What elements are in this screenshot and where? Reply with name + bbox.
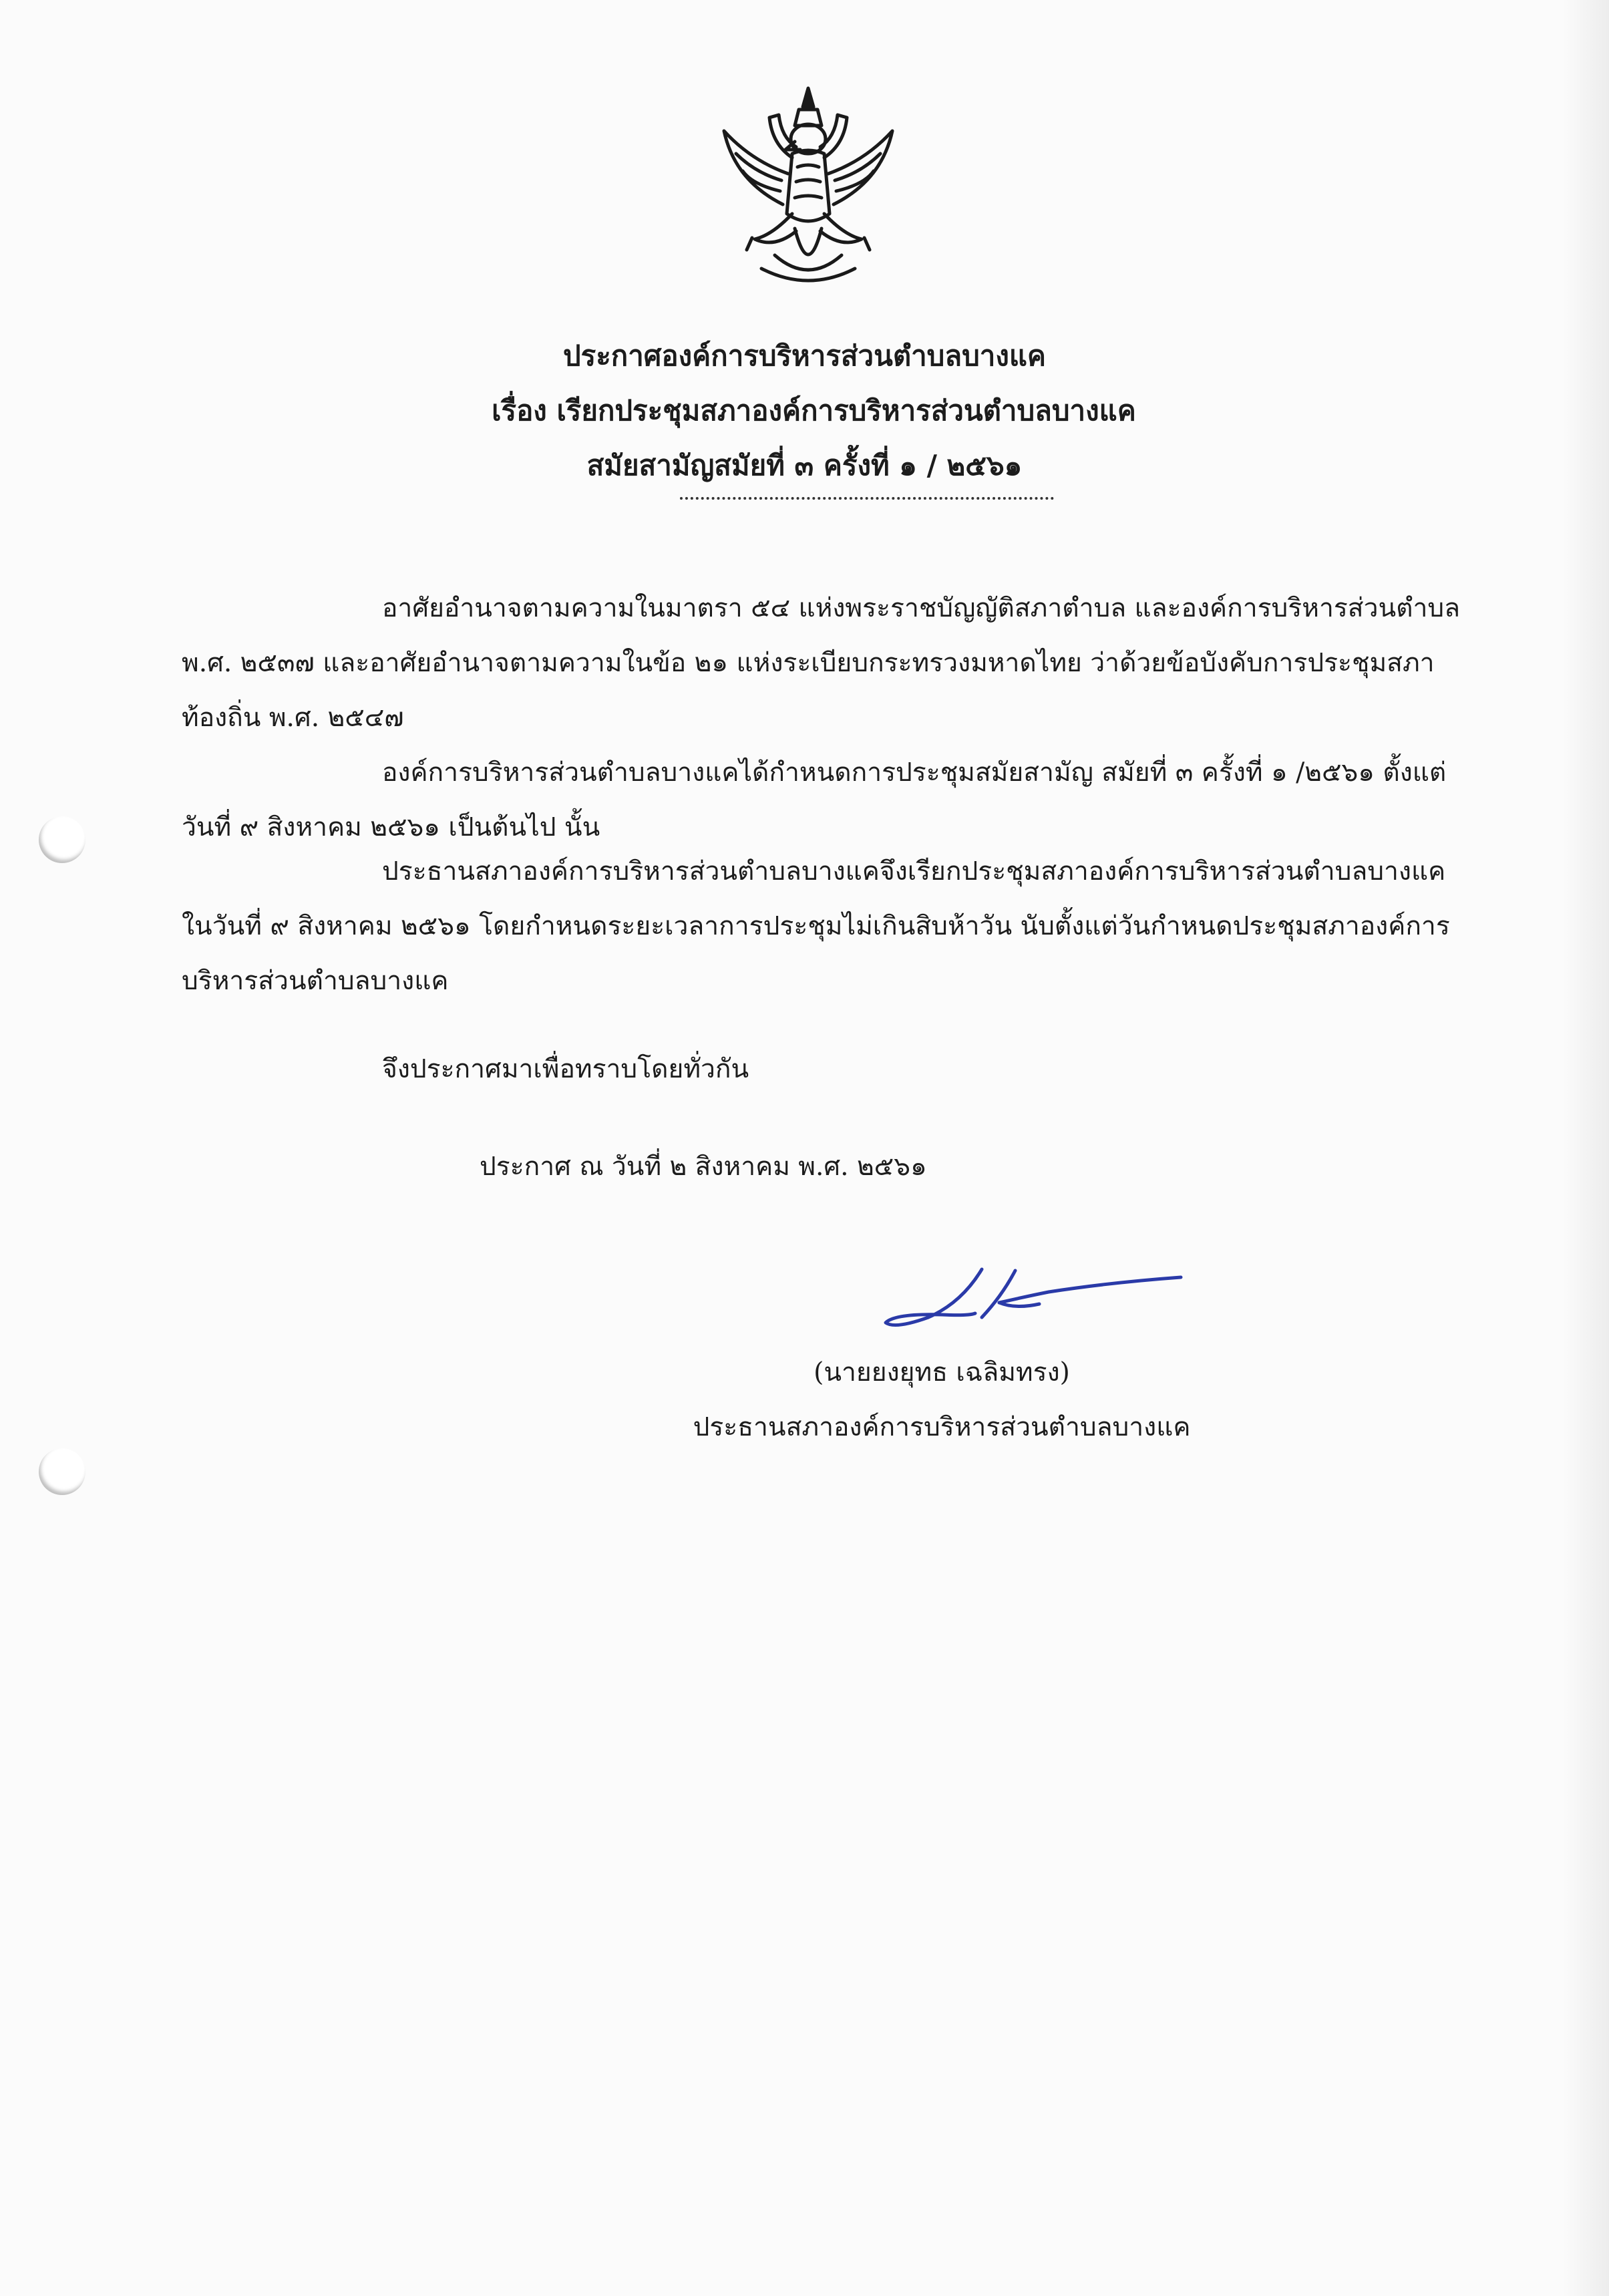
paragraph-line: บริหารส่วนตำบลบางแค (182, 966, 449, 996)
paragraph-line: ประธานสภาองค์การบริหารส่วนตำบลบางแคจึงเรียกประชุมสภาองค์การบริหารส่วนตำบลบางแค (382, 856, 1446, 886)
punch-hole-top (39, 816, 85, 863)
paragraph-schedule (182, 746, 1551, 855)
heading-subject: เรื่อง เรียกประชุมสภาองค์การบริหารส่วนตำบลบางแค (492, 394, 1136, 427)
announcement-date: ประกาศ ณ วันที่ ๒ สิงหาคม พ.ศ. ๒๕๖๑ (480, 1152, 927, 1182)
paragraph-authority (182, 581, 1551, 746)
paragraph-line: ในวันที่ ๙ สิงหาคม ๒๕๖๑ โดยกำหนดระยะเวลาการประชุมไม่เกินสิบห้าวัน นับตั้งแต่วันกำหนดประชุมสภาองค์การ (182, 911, 1450, 941)
punch-hole-bottom (39, 1448, 85, 1495)
signature-icon (882, 1256, 1196, 1349)
garuda-emblem-icon (708, 80, 908, 294)
signatory-title: ประธานสภาองค์การบริหารส่วนตำบลบางแค (693, 1412, 1191, 1442)
signatory-name: (นายยงยุทธ เฉลิมทรง) (814, 1357, 1070, 1387)
heading-title: ประกาศองค์การบริหารส่วนตำบลบางแค (562, 339, 1046, 372)
paragraph-summons (182, 844, 1551, 1009)
heading-divider (680, 497, 1054, 500)
announcement-heading (0, 329, 1609, 493)
signatory-block (641, 1345, 1242, 1455)
heading-session: สมัยสามัญสมัยที่ ๓ ครั้งที่ ๑ / ๒๕๖๑ (586, 449, 1023, 482)
paragraph-line: วันที่ ๙ สิงหาคม ๒๕๖๑ เป็นต้นไป นั้น (182, 812, 600, 842)
paragraph-line: องค์การบริหารส่วนตำบลบางแคได้กำหนดการประชุมสมัยสามัญ สมัยที่ ๓ ครั้งที่ ๑ /๒๕๖๑ ตั้งแต่ (382, 758, 1447, 788)
closing-statement: จึงประกาศมาเพื่อทราบโดยทั่วกัน (382, 1054, 749, 1084)
paragraph-line: อาศัยอำนาจตามความในมาตรา ๕๔ แห่งพระราชบัญญัติสภาตำบล และองค์การบริหารส่วนตำบล (382, 593, 1461, 623)
paragraph-line: ท้องถิ่น พ.ศ. ๒๕๔๗ (182, 703, 404, 733)
paragraph-line: พ.ศ. ๒๕๓๗ และอาศัยอำนาจตามความในข้อ ๒๑ แห่งระเบียบกระทรวงมหาดไทย ว่าด้วยข้อบังคับการประชุมสภา (182, 648, 1435, 678)
